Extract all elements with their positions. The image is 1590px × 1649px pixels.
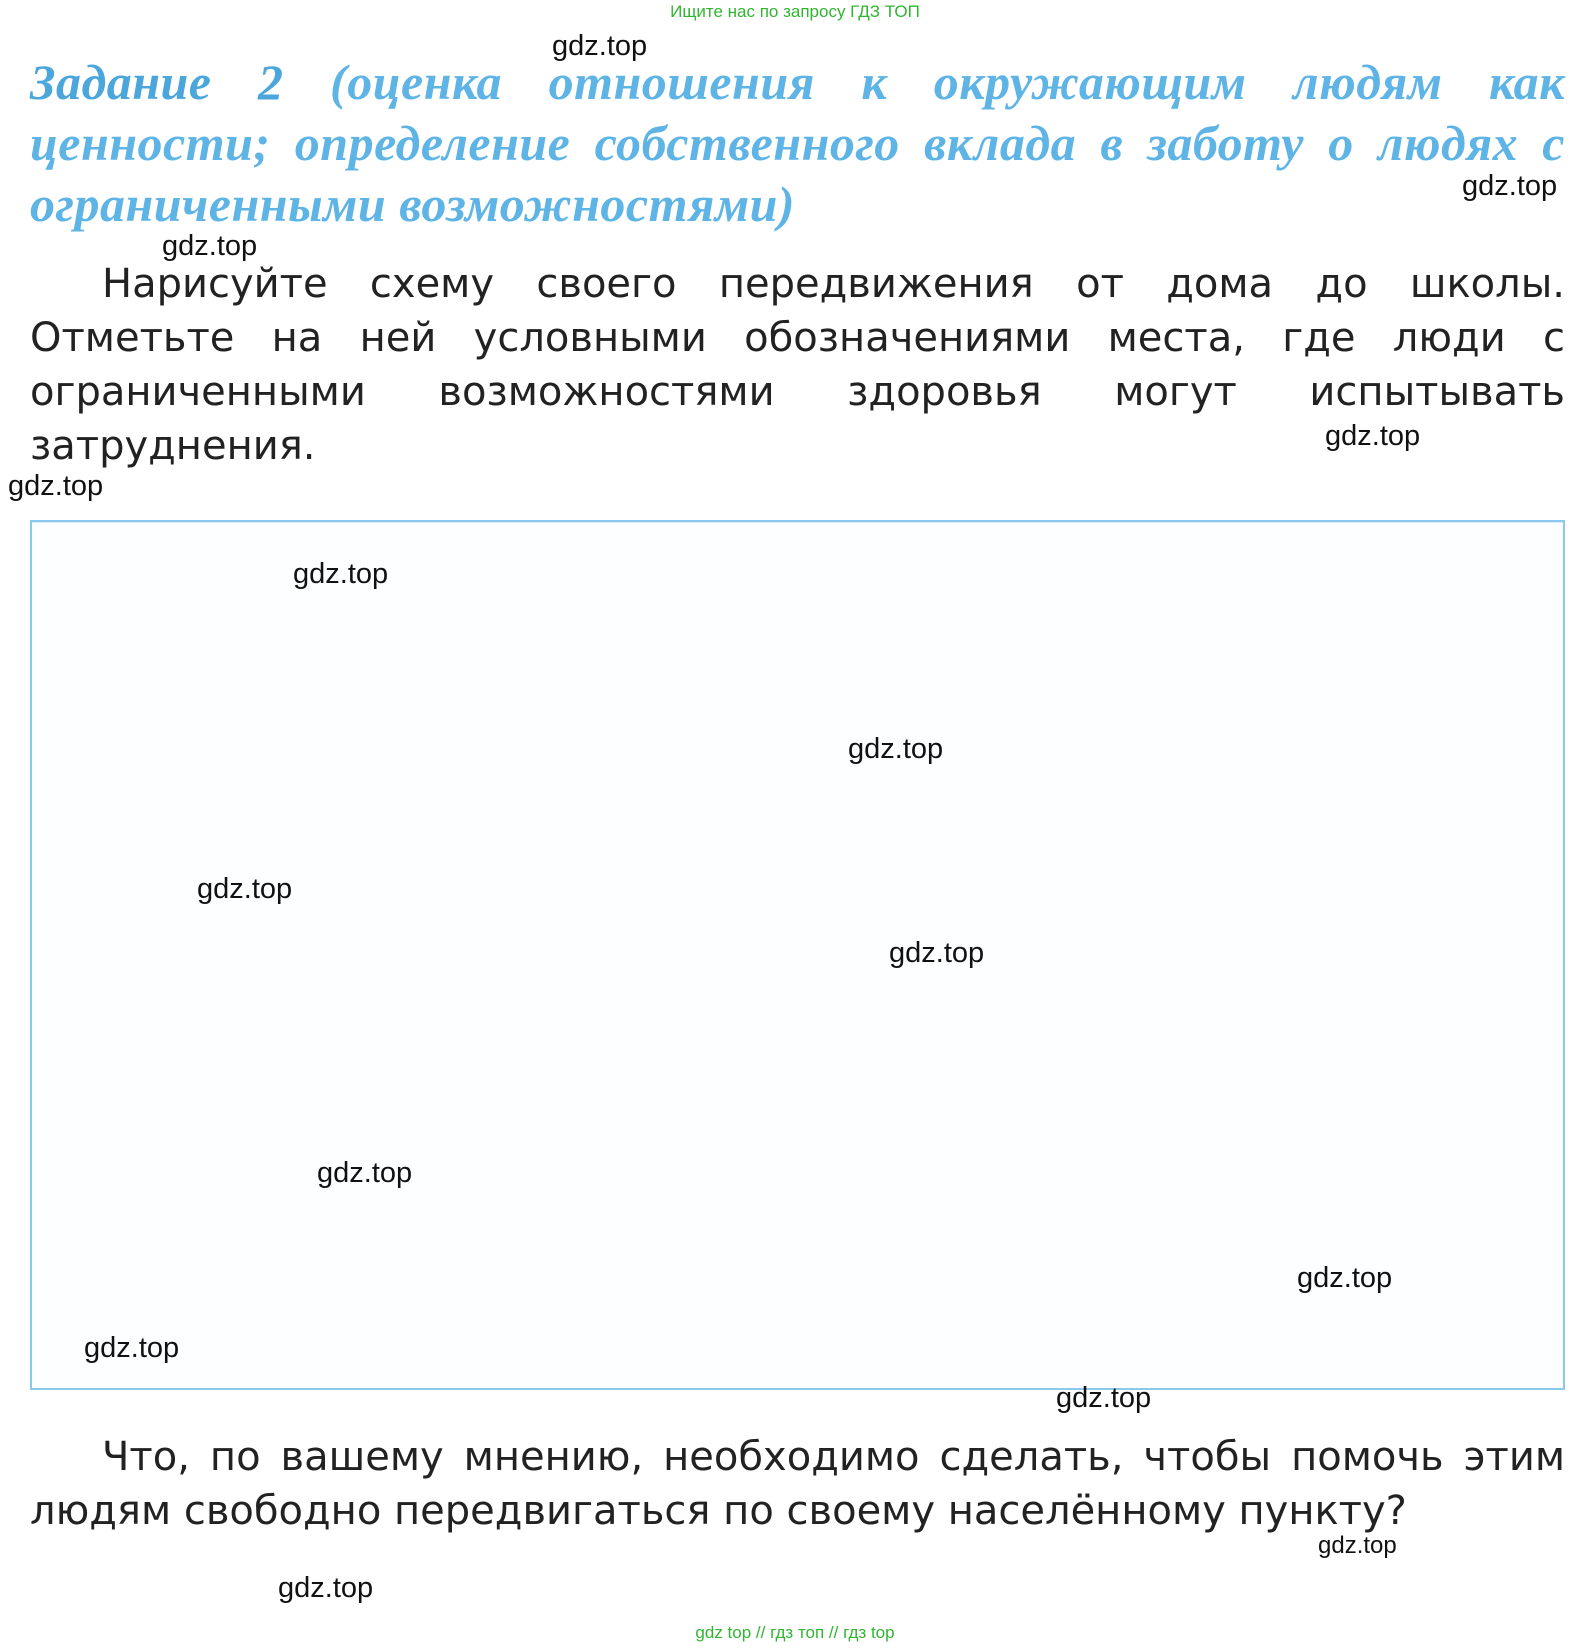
watermark: gdz.top <box>1056 1382 1152 1414</box>
watermark: gdz.top <box>1462 170 1558 202</box>
watermark: gdz.top <box>278 1572 374 1604</box>
watermark: gdz.top <box>84 1332 180 1364</box>
watermark: gdz.top <box>1325 420 1421 452</box>
watermark: gdz.top <box>293 558 389 590</box>
site-banner[interactable]: Ищите нас по запросу ГДЗ ТОП <box>670 2 920 21</box>
box-guide-line <box>32 522 1563 523</box>
site-footer[interactable]: gdz top // гдз топ // гдз top <box>695 1623 895 1642</box>
watermark: gdz.top <box>8 470 104 502</box>
watermark: gdz.top <box>552 30 648 62</box>
watermark: gdz.top <box>1318 1532 1397 1559</box>
task-description: (оценка отношения к окружающим людям как ценности; определение собственного вклада в заботу о людях с ограниченными возможностями) <box>30 54 1565 232</box>
task-instruction: Нарисуйте схему своего передвижения от дома до школы. Отметьте на ней условными обозначениями места, где люди с ограниченными возможностями здоровья могут испытывать затруднения. <box>30 261 1565 469</box>
watermark: gdz.top <box>162 230 258 262</box>
watermark: gdz.top <box>848 733 944 765</box>
watermark: gdz.top <box>889 937 985 969</box>
watermark: gdz.top <box>317 1157 413 1189</box>
drawing-answer-box[interactable] <box>30 520 1565 1390</box>
task-question: Что, по вашему мнению, необходимо сделать, чтобы помочь этим людям свободно передвигаться по своему населённому пункту? <box>30 1434 1565 1534</box>
watermark: gdz.top <box>1297 1262 1393 1294</box>
watermark: gdz.top <box>197 873 293 905</box>
task-heading <box>30 52 1565 235</box>
task-number: Задание 2 <box>30 54 284 110</box>
